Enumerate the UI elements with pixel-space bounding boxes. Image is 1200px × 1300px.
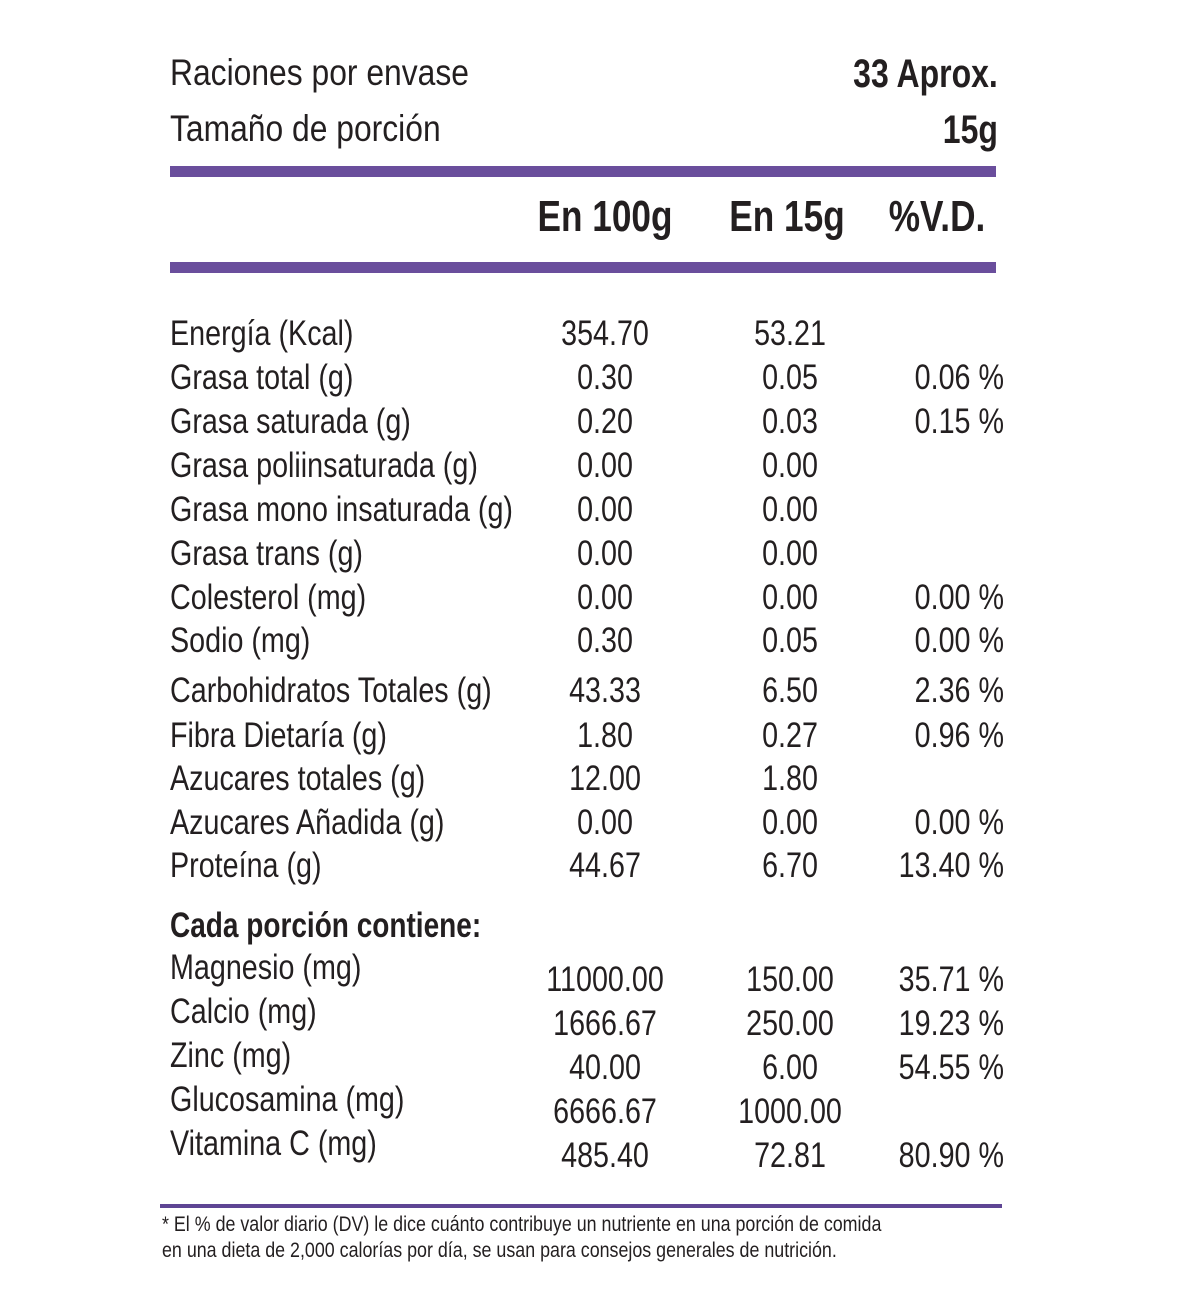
value-daily: 0.00 % xyxy=(914,578,1004,617)
nutrient-label: Proteína (g) xyxy=(170,846,322,885)
value-per-15g: 250.00 xyxy=(746,1004,834,1043)
servings-per-container-row xyxy=(170,52,998,102)
value-daily: 0.96 % xyxy=(914,716,1004,755)
serving-size-label: Tamaño de porción xyxy=(170,108,441,149)
nutrient-label: Glucosamina (mg) xyxy=(170,1080,405,1119)
table-row xyxy=(170,402,1004,446)
value-per-100g: 1666.67 xyxy=(553,1004,657,1043)
value-per-100g: 1.80 xyxy=(577,716,633,755)
column-header-per-100g: En 100g xyxy=(537,192,673,241)
value-per-15g: 0.00 xyxy=(762,490,818,529)
value-per-100g: 485.40 xyxy=(561,1136,649,1175)
table-row xyxy=(170,534,1000,578)
nutrient-label: Grasa mono insaturada (g) xyxy=(170,490,513,529)
footnote-line-2: en una dieta de 2,000 calorías por día, se usan para consejos generales de nutrición. xyxy=(162,1239,837,1262)
top-divider-bar xyxy=(170,166,996,177)
nutrient-label: Grasa poliinsaturada (g) xyxy=(170,446,478,485)
table-row xyxy=(170,1124,1004,1175)
table-row xyxy=(170,992,1004,1043)
value-daily: 0.06 % xyxy=(914,358,1004,397)
nutrient-label: Grasa saturada (g) xyxy=(170,402,411,441)
nutrient-label: Zinc (mg) xyxy=(170,1036,292,1075)
value-per-15g: 1000.00 xyxy=(738,1092,842,1131)
value-per-15g: 1.80 xyxy=(762,759,818,798)
nutrient-label: Magnesio (mg) xyxy=(170,948,362,987)
column-header-per-15g: En 15g xyxy=(729,192,845,241)
table-row xyxy=(170,578,1004,622)
value-per-100g: 44.67 xyxy=(569,846,641,885)
value-per-100g: 12.00 xyxy=(569,759,641,798)
serving-size-value: 15g xyxy=(942,108,998,152)
value-daily: 19.23 % xyxy=(898,1004,1004,1043)
value-per-100g: 0.30 xyxy=(577,621,633,660)
value-per-15g: 0.00 xyxy=(762,534,818,573)
nutrient-label: Carbohidratos Totales (g) xyxy=(170,671,492,710)
daily-value-footnote xyxy=(162,1212,881,1264)
value-per-100g: 0.00 xyxy=(577,803,633,842)
value-per-15g: 150.00 xyxy=(746,960,834,999)
table-row xyxy=(170,621,1004,665)
nutrient-label: Fibra Dietaría (g) xyxy=(170,716,387,755)
value-per-15g: 0.00 xyxy=(762,446,818,485)
footer-divider-bar xyxy=(160,1204,1002,1208)
value-per-15g: 0.00 xyxy=(762,578,818,617)
value-daily: 0.00 % xyxy=(914,621,1004,660)
value-per-100g: 6666.67 xyxy=(553,1092,657,1131)
value-per-100g: 40.00 xyxy=(569,1048,641,1087)
nutrient-label: Energía (Kcal) xyxy=(170,314,354,353)
value-per-15g: 6.00 xyxy=(762,1048,818,1087)
table-row xyxy=(170,759,1000,803)
value-per-15g: 0.05 xyxy=(762,621,818,660)
column-header-daily-value: %V.D. xyxy=(888,192,986,241)
table-row xyxy=(170,716,1004,760)
value-per-100g: 43.33 xyxy=(569,671,641,710)
table-row xyxy=(170,314,1000,358)
value-per-15g: 0.00 xyxy=(762,803,818,842)
value-daily: 0.00 % xyxy=(914,803,1004,842)
table-row xyxy=(170,948,1004,999)
table-row xyxy=(170,490,1000,534)
value-per-100g: 0.20 xyxy=(577,402,633,441)
servings-per-container-label: Raciones por envase xyxy=(170,52,469,93)
nutrient-label: Colesterol (mg) xyxy=(170,578,367,617)
servings-per-container-value: 33 Aprox. xyxy=(853,52,998,96)
value-per-15g: 72.81 xyxy=(754,1136,826,1175)
value-per-100g: 11000.00 xyxy=(546,960,664,999)
value-per-100g: 0.30 xyxy=(577,358,633,397)
nutrient-label: Azucares Añadida (g) xyxy=(170,803,445,842)
nutrient-label: Azucares totales (g) xyxy=(170,759,426,798)
value-per-100g: 354.70 xyxy=(561,314,649,353)
value-per-15g: 53.21 xyxy=(754,314,826,353)
value-per-100g: 0.00 xyxy=(577,490,633,529)
value-daily: 54.55 % xyxy=(898,1048,1004,1087)
table-row xyxy=(170,1080,1000,1131)
serving-size-row xyxy=(170,108,998,158)
value-per-15g: 0.05 xyxy=(762,358,818,397)
table-row xyxy=(170,446,1000,490)
value-per-100g: 0.00 xyxy=(577,578,633,617)
nutrient-label: Grasa total (g) xyxy=(170,358,354,397)
table-row xyxy=(170,358,1004,402)
value-daily: 35.71 % xyxy=(898,960,1004,999)
value-daily: 13.40 % xyxy=(898,846,1004,885)
value-per-15g: 6.50 xyxy=(762,671,818,710)
table-row xyxy=(170,671,1004,715)
nutrient-label: Vitamina C (mg) xyxy=(170,1124,377,1163)
nutrient-label: Grasa trans (g) xyxy=(170,534,363,573)
value-daily: 80.90 % xyxy=(898,1136,1004,1175)
value-per-15g: 6.70 xyxy=(762,846,818,885)
table-row xyxy=(170,846,1004,890)
value-per-100g: 0.00 xyxy=(577,534,633,573)
table-row xyxy=(170,1036,1004,1087)
nutrient-label: Sodio (mg) xyxy=(170,621,311,660)
footnote-line-1: * El % de valor diario (DV) le dice cuánto contribuye un nutriente en una porción de comida xyxy=(162,1213,882,1236)
per-serving-section-title: Cada porción contiene: xyxy=(170,906,482,945)
value-per-15g: 0.03 xyxy=(762,402,818,441)
value-per-15g: 0.27 xyxy=(762,716,818,755)
nutrient-label: Calcio (mg) xyxy=(170,992,317,1031)
table-row xyxy=(170,803,1004,847)
value-daily: 2.36 % xyxy=(914,671,1004,710)
header-divider-bar xyxy=(170,262,996,273)
value-per-100g: 0.00 xyxy=(577,446,633,485)
value-daily: 0.15 % xyxy=(914,402,1004,441)
